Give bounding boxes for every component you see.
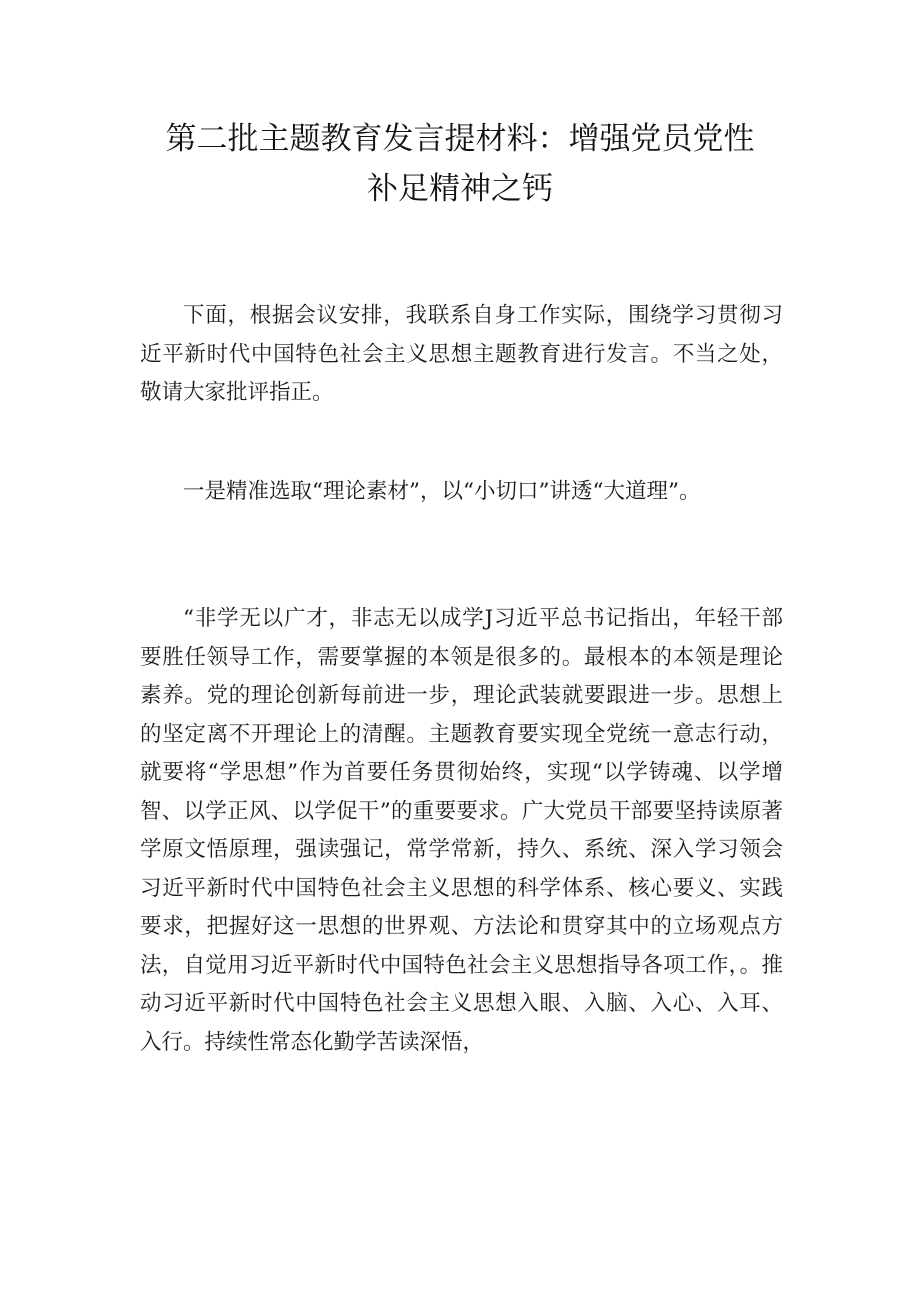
document-title <box>100 114 820 214</box>
title-line-1: 第二批主题教育发言提材料：增强党员党性 <box>165 121 755 157</box>
paragraph-intro: 下面，根据会议安排，我联系自身工作实际，围绕学习贯彻习近平新时代中国特色社会主义思想主题教育进行发言。不当之处，敬请大家批评指正。 <box>140 303 783 405</box>
paragraph-heading-one: 一是精准选取“理论素材”，以“小切口”讲透“大道理”。 <box>183 479 701 504</box>
paragraph-body: “非学无以广才，非志无以成学J习近平总书记指出，年轻干部要胜任领导工作，需要掌握的本领是很多的。最根本的本领是理论素养。党的理论创新每前进一步，理论武装就要跟进一步。思想上的坚定离不开理论上的清醒。主题教育要实现全党统一意志行动，就要将“学思想”作为首要任务贯彻始终，实现“以学铸魂、以学增智、以学正风、以学促干”的重要要求。广大党员干部要坚持读原著学原文悟原理，强读强记，常学常新，持久、系统、深入学习领会习近平新时代中国特色社会主义思想的科学体系、核心要义、实践要求，把握好这一思想的世界观、方法论和贯穿其中的立场观点方法，自觉用习近平新时代中国特色社会主义思想指导各项工作，。推动习近平新时代中国特色社会主义思想入眼、入脑、入心、入耳、入行。持续性常态化勤学苦读深悟， <box>140 606 783 1055</box>
title-line-2: 补足精神之钙 <box>367 171 553 207</box>
